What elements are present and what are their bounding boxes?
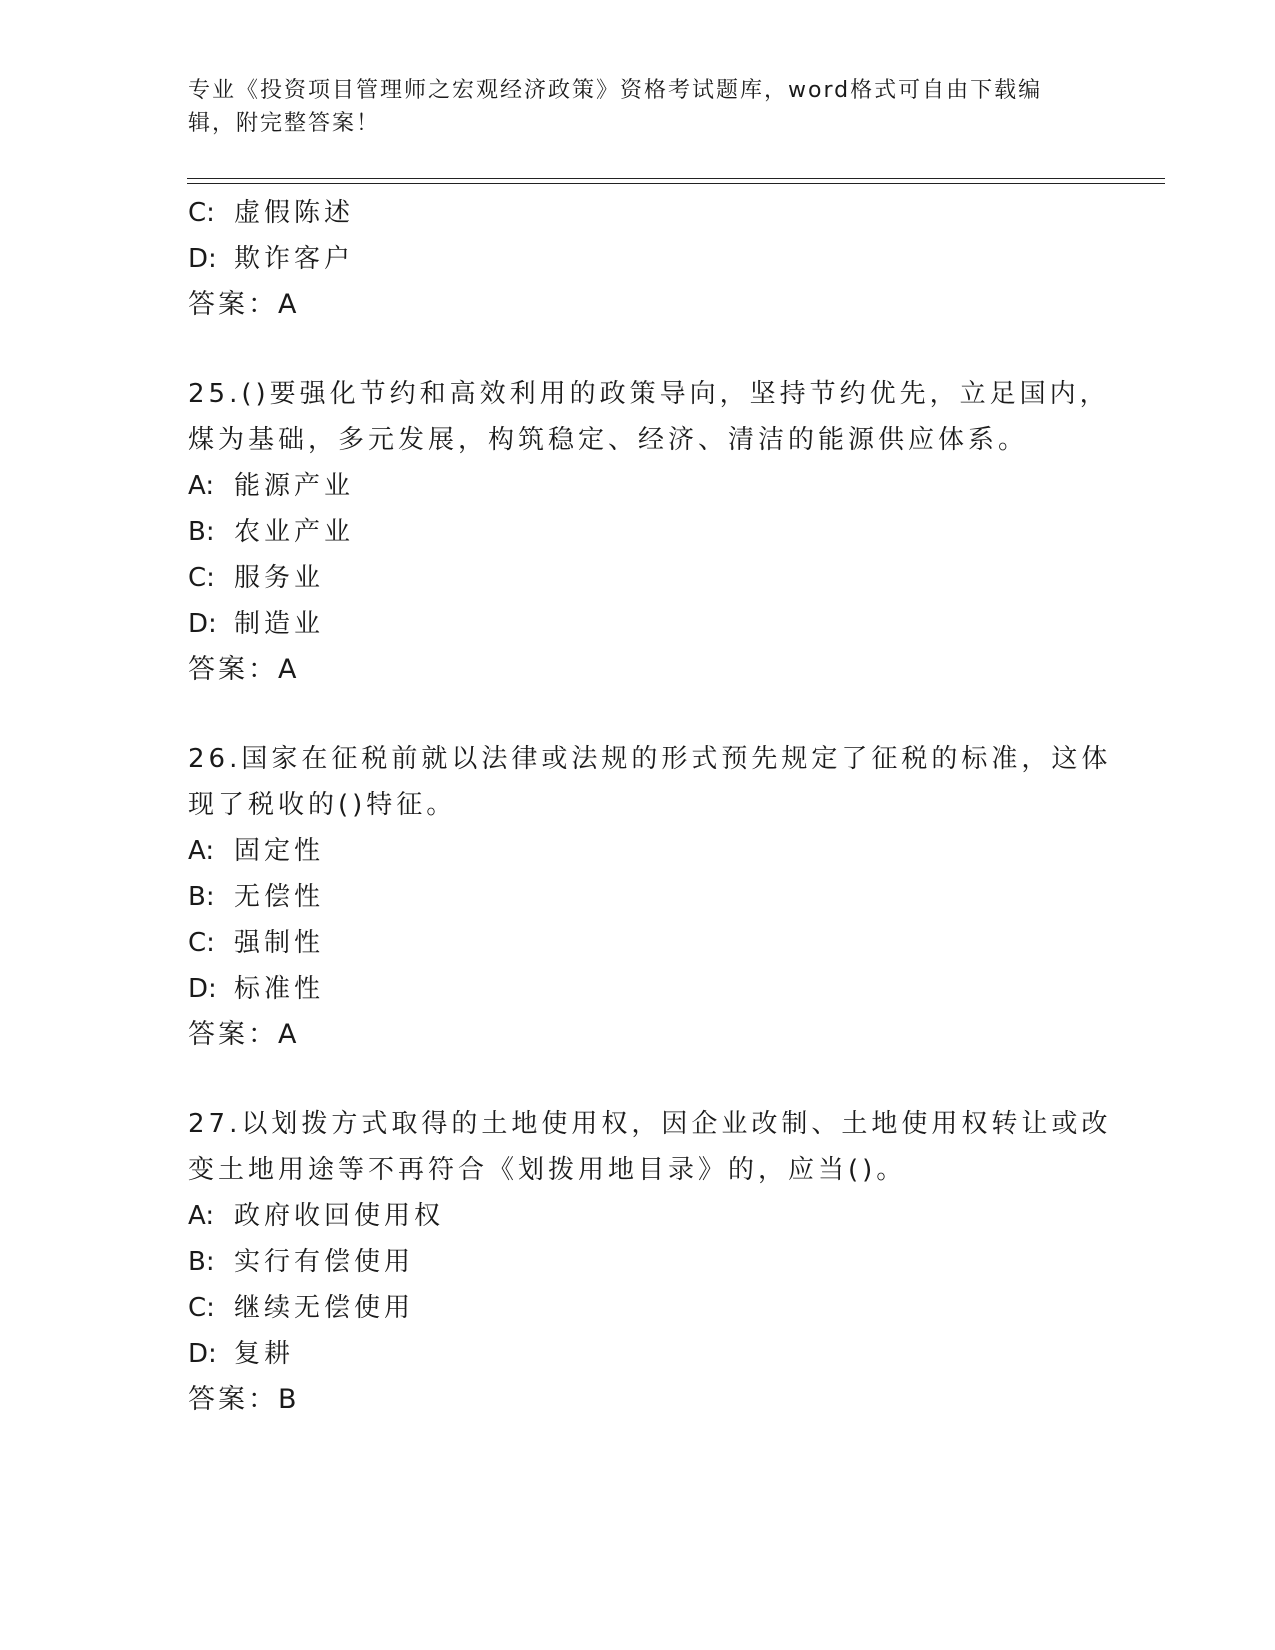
option-b <box>188 874 1088 920</box>
question-25 <box>188 371 1110 693</box>
option-key: D: <box>188 244 217 274</box>
header-divider-top <box>187 178 1165 179</box>
header-divider-bottom <box>187 183 1165 184</box>
option-c <box>188 920 1088 966</box>
option-key: B: <box>188 882 215 912</box>
page-header <box>188 74 1088 140</box>
option-key: D: <box>188 1339 217 1369</box>
option-d <box>188 1331 1088 1377</box>
option-a <box>188 1193 1088 1239</box>
header-line-2: 辑，附完整答案！ <box>188 111 381 136</box>
option-text: 固定性 <box>234 836 325 866</box>
question-text-line: 现了税收的()特征。 <box>188 790 457 820</box>
answer-line: 答案：B <box>188 1384 300 1415</box>
option-key: C: <box>188 928 215 958</box>
question-text-line: 27.以划拨方式取得的土地使用权，因企业改制、土地使用权转让或改 <box>188 1109 1112 1139</box>
option-key: C: <box>188 563 215 593</box>
option-text: 复耕 <box>234 1339 295 1369</box>
option-a <box>188 463 1088 509</box>
option-text: 强制性 <box>234 928 325 958</box>
question-list <box>188 190 1112 1423</box>
option-text: 能源产业 <box>234 471 355 501</box>
question-27 <box>188 1101 1112 1423</box>
option-text: 制造业 <box>234 609 325 639</box>
answer-line: 答案：A <box>188 289 300 320</box>
option-text: 欺诈客户 <box>234 244 355 274</box>
option-key: A: <box>188 1201 215 1231</box>
option-a <box>188 828 1088 874</box>
option-c <box>188 1285 1088 1331</box>
question-text-line: 25.()要强化节约和高效利用的政策导向，坚持节约优先，立足国内， <box>188 379 1110 409</box>
option-key: B: <box>188 517 215 547</box>
option-key: A: <box>188 836 215 866</box>
option-text: 服务业 <box>234 563 325 593</box>
option-key: D: <box>188 609 217 639</box>
option-key: C: <box>188 198 215 228</box>
option-key: A: <box>188 471 215 501</box>
option-c <box>188 555 1088 601</box>
option-text: 实行有偿使用 <box>234 1247 415 1277</box>
option-text: 农业产业 <box>234 517 355 547</box>
option-text: 虚假陈述 <box>234 198 355 228</box>
option-key: B: <box>188 1247 215 1277</box>
option-b <box>188 509 1088 555</box>
option-c <box>188 190 1088 236</box>
question-text-line: 26.国家在征税前就以法律或法规的形式预先规定了征税的标准，这体 <box>188 744 1112 774</box>
option-d <box>188 601 1088 647</box>
option-text: 标准性 <box>234 974 325 1004</box>
option-text: 无偿性 <box>234 882 325 912</box>
question-text-line: 变土地用途等不再符合《划拨用地目录》的，应当()。 <box>188 1155 907 1185</box>
option-text: 继续无偿使用 <box>234 1293 415 1323</box>
header-line-1: 专业《投资项目管理师之宏观经济政策》资格考试题库，word格式可自由下载编 <box>188 78 1043 103</box>
question-26 <box>188 736 1112 1058</box>
question-fragment <box>188 190 1088 328</box>
option-b <box>188 1239 1088 1285</box>
answer-line: 答案：A <box>188 654 300 685</box>
option-key: C: <box>188 1293 215 1323</box>
option-key: D: <box>188 974 217 1004</box>
answer-line: 答案：A <box>188 1019 300 1050</box>
question-text-line: 煤为基础，多元发展，构筑稳定、经济、清洁的能源供应体系。 <box>188 425 1029 455</box>
option-d <box>188 236 1088 282</box>
option-d <box>188 966 1088 1012</box>
option-text: 政府收回使用权 <box>234 1201 445 1231</box>
